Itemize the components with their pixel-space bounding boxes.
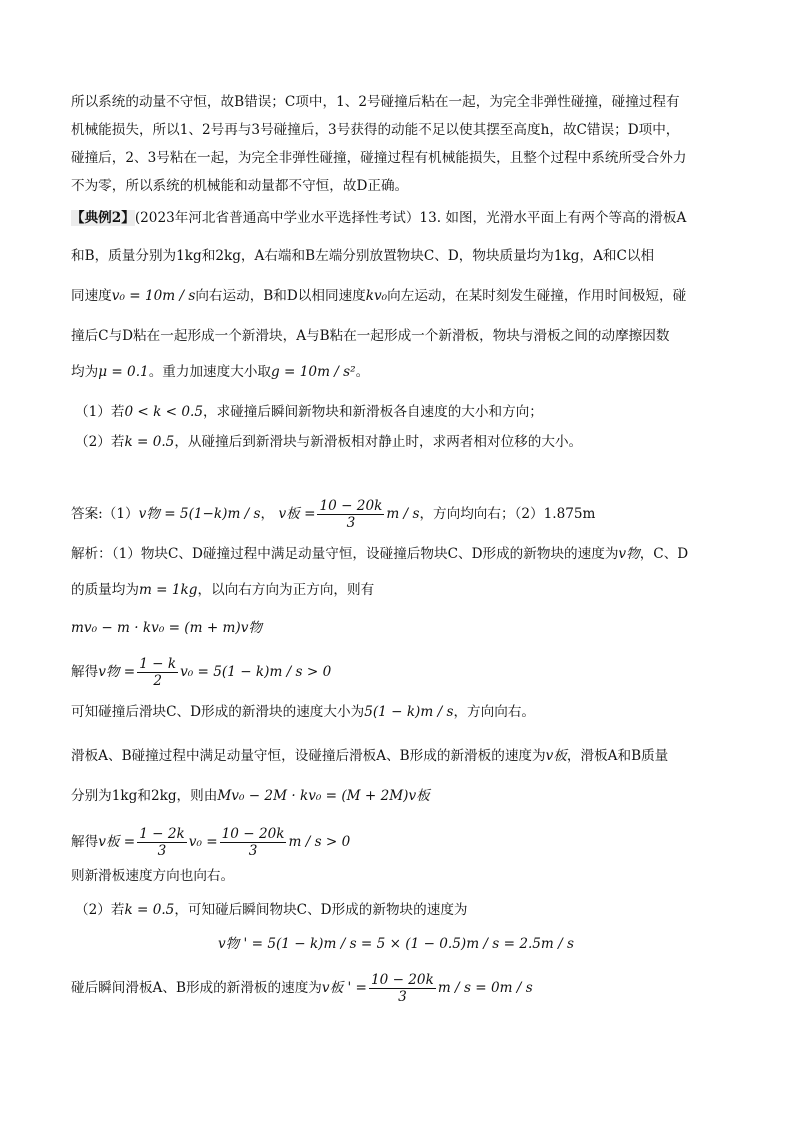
fraction-denominator: 3 [398,989,407,1005]
math-expression: v板 [545,748,567,764]
math-expression: v₀ = 10m / s [111,288,196,304]
math-expression: k = 0.5 [124,902,175,918]
example-tag: 【典例2】 [71,210,135,226]
fraction-denominator: 3 [346,515,356,531]
text-line: 机械能损失，所以1、2号再与3号碰撞后，3号获得的动能不足以使其摆至高度h，故C错误；D项中， [71,122,680,138]
equation-line [71,934,721,954]
fraction-numerator: 1 − 2k [139,826,185,842]
text-line [71,746,721,766]
text-line: 碰撞后，2、3号粘在一起，为完全非弹性碰撞，碰撞过程有机械能损失，且整个过程中系统所受合外力 [71,150,687,166]
math-expression: g = 10m / s² [271,364,356,380]
text-span: 向右运动，B和D以相同速度 [195,288,366,304]
text-span: 碰后瞬间滑板A、B形成的新滑板的速度为 [71,980,322,996]
answer-label: 答案:（1） [71,506,139,522]
text-span: 解得 [71,664,99,680]
math-expression: v₀ = 5(1 − k)m / s > 0 [180,664,332,680]
text-span: 分别为1kg和2kg，则由 [71,788,218,804]
text-span: ，方向均向右；（2）1.875m [419,506,596,522]
math-expression: k = 0.5 [124,434,175,450]
math-expression: v板 ' = [321,980,367,996]
text-span: 均为 [71,364,99,380]
example-source: (2023年河北省普通高中学业水平选择性考试）13. 如图，光滑水平面上有两个等高的滑板A [134,210,687,226]
text-span: 。重力加速度大小取 [148,364,272,380]
fraction [137,656,178,689]
text-line [71,786,721,806]
text-line: 撞后C与D粘在一起形成一个新滑块，A与B粘在一起形成一个新滑板，物块与滑板之间的动摩擦因数 [71,328,670,344]
fraction-numerator: 10 − 20k [221,826,285,842]
text-span: 。 [355,364,370,380]
text-span: 解析：（1）物块C、D碰撞过程中满足动量守恒，设碰撞后物块C、D形成的新物块的速度为 [71,546,619,562]
math-expression: v板 = [278,506,316,522]
fraction-denominator: 3 [248,843,258,859]
text-line: 则新滑板速度方向也向右。 [71,868,235,884]
text-span: ，以向右方向为正方向，则有 [197,582,375,598]
math-expression: m = 1kg [138,582,198,598]
question-1 [75,402,725,422]
answer-line [71,498,721,531]
fraction-denominator: 3 [157,843,167,859]
fraction-denominator: 2 [153,673,162,689]
math-expression: μ = 0.1 [98,364,149,380]
math-expression: v物 = 5(1−k)m / s [138,506,261,522]
text-line: 不为零，所以系统的机械能和动量都不守恒，故D正确。 [71,178,409,194]
math-expression: Mv₀ − 2M · kv₀ = (M + 2M)v板 [217,788,430,804]
equation-line [71,656,721,689]
math-expression: v物 [618,546,640,562]
text-span: （2）若 [75,902,125,918]
text-span: （2）若 [75,434,125,450]
fraction-numerator: 10 − 20k [370,972,434,988]
text-span: ，可知碰后瞬间物块C、D形成的新物块的速度为 [174,902,468,918]
equation-line [71,826,721,859]
text-span: 滑板A、B碰撞过程中满足动量守恒，设碰撞后滑板A、B形成的新滑板的速度为 [71,748,546,764]
text-span: ， [260,506,275,522]
fraction [220,826,287,859]
text-span: 可知碰撞后滑块C、D形成的新滑块的速度大小为 [71,704,365,720]
math-expression: v₀ = [188,834,218,850]
text-span: ，C、D [639,546,689,562]
text-span: （1）若 [75,404,125,420]
text-span: ，从碰撞后到新滑块与新滑板相对静止时，求两者相对位移的大小。 [174,434,583,450]
math-expression: m / s > 0 [288,834,351,850]
math-expression: m / s [386,506,420,522]
text-span: ，方向向右。 [453,704,536,720]
text-span: 的质量均为 [71,582,139,598]
math-expression: mv₀ − m · kv₀ = (m + m)v物 [71,620,262,636]
text-span: ，求碰撞后瞬间新物块和新滑板各自速度的大小和方向； [203,404,543,420]
analysis-line [71,580,721,600]
text-line [75,900,725,920]
math-expression: 0 < k < 0.5 [124,404,204,420]
text-line [71,702,721,722]
text-span: ，滑板A和B质量 [566,748,669,764]
question-2 [75,432,725,452]
fraction [137,826,187,859]
example-header [71,208,721,228]
text-line [71,286,721,306]
fraction-numerator: 10 − 20k [319,498,383,514]
math-expression: v物 = [98,664,136,680]
text-span: 向左运动，在某时刻发生碰撞，作用时间极短，碰 [387,288,687,304]
text-span: 同速度 [71,288,112,304]
math-expression: m / s = 0m / s [437,980,533,996]
fraction-numerator: 1 − k [139,656,177,672]
math-expression: v物 ' = 5(1 − k)m / s = 5 × (1 − 0.5)m / s = 2.5m / s [217,936,575,952]
text-line: 和B，质量分别为1kg和2kg，A右端和B左端分别放置物块C、D，物块质量均为1kg，A和C以相 [71,248,655,264]
fraction [317,498,384,531]
math-expression: v板 = [98,834,136,850]
text-span: 解得 [71,834,99,850]
math-expression: kv₀ [365,288,388,304]
text-line [71,362,721,382]
math-expression: 5(1 − k)m / s [364,704,454,720]
text-line: 所以系统的动量不守恒，故B错误；C项中，1、2号碰撞后粘在一起，为完全非弹性碰撞，碰撞过程有 [71,94,680,110]
text-line [71,972,721,1005]
equation-line [71,618,721,638]
analysis-line [71,544,721,564]
fraction [369,972,436,1005]
